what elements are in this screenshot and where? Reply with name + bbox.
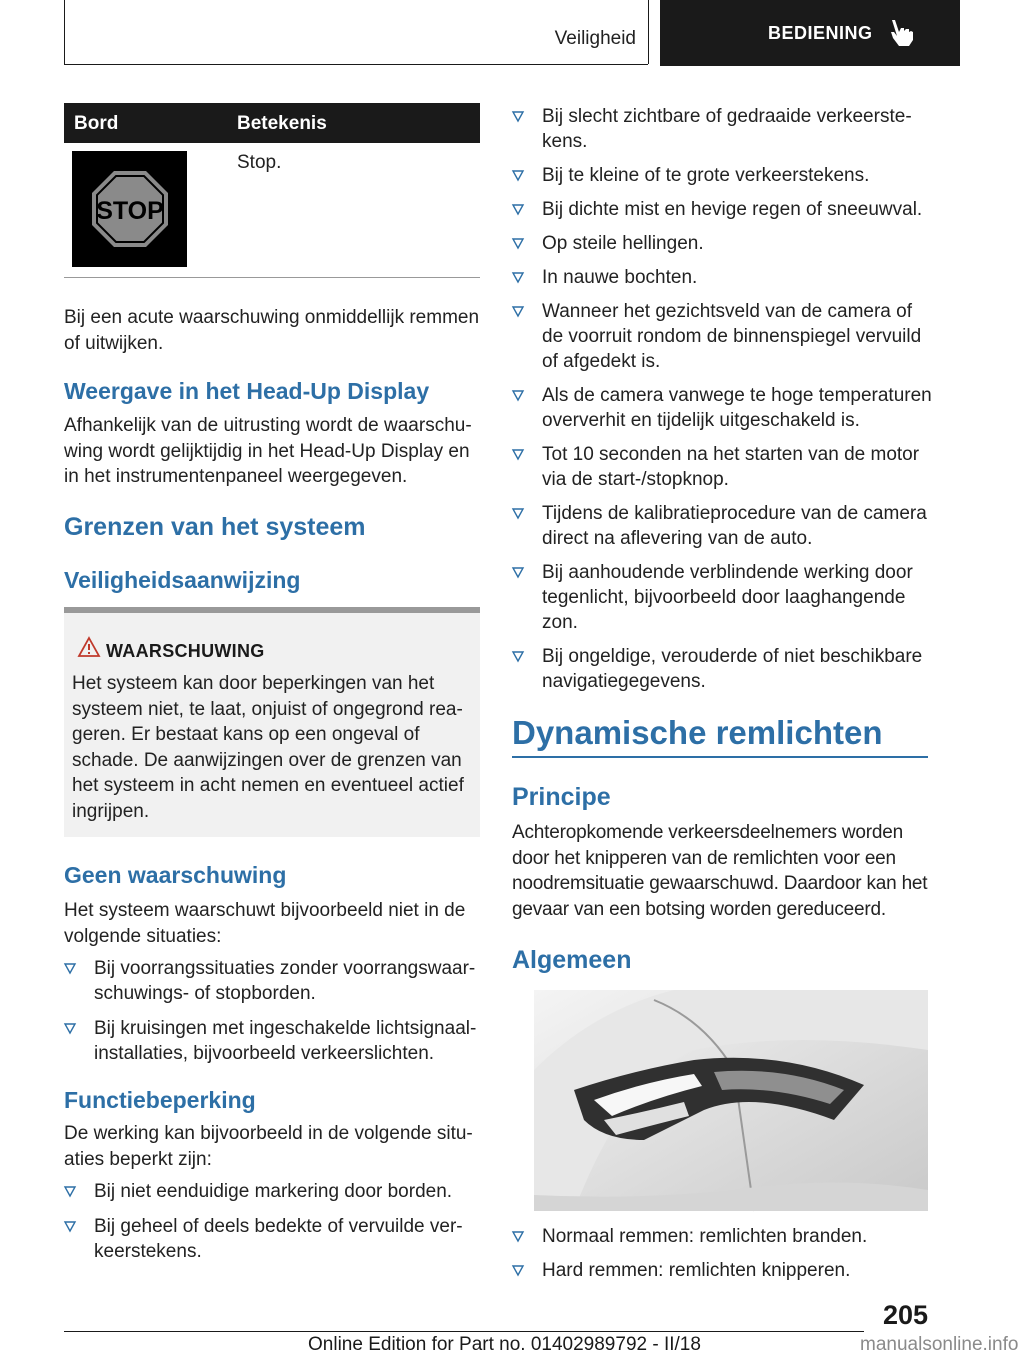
triangle-bullet-icon [512, 269, 524, 285]
list-item: Hard remmen: remlichten knipperen. [512, 1258, 928, 1283]
triangle-bullet-icon [512, 505, 524, 521]
edition-line: Online Edition for Part no. 01402989792 - II/18 [308, 1334, 701, 1355]
general-list [512, 1224, 928, 1283]
tail-light-photo [534, 990, 928, 1211]
sign-table-header [64, 103, 480, 143]
list-item: Bij voorrangssituaties zonder voorrangswaarschuwings- of stopborden. [64, 956, 480, 1006]
list-item: Tijdens de kalibratieprocedure van de camera direct na aflevering van de auto. [512, 501, 932, 551]
no-warning-heading: Geen waarschuwing [64, 862, 287, 888]
triangle-bullet-icon [512, 446, 524, 462]
footer-rule [64, 1331, 864, 1332]
triangle-bullet-icon [512, 167, 524, 183]
triangle-bullet-icon [512, 648, 524, 664]
triangle-bullet-icon [512, 235, 524, 251]
main-heading: Dynamische remlichten [512, 714, 883, 751]
list-item: Bij te kleine of te grote verkeerstekens. [512, 163, 932, 188]
list-item: Bij slecht zichtbare of gedraaide verkeerstekens. [512, 104, 932, 154]
column-header-meaning: Betekenis [237, 113, 327, 134]
triangle-bullet-icon [512, 201, 524, 217]
function-limit-paragraph: De werking kan bijvoorbeeld in de volgende situaties beperkt zijn: [64, 1123, 473, 1170]
triangle-bullet-icon [512, 1228, 524, 1244]
list-item: Bij niet eenduidige markering door borden. [64, 1179, 480, 1204]
limitation-list [512, 104, 932, 694]
pointing-hand-icon [887, 18, 915, 48]
triangle-bullet-icon [64, 1218, 76, 1234]
list-item: Bij ongeldige, verouderde of niet beschikbare navigatiegegevens. [512, 644, 932, 694]
list-item: Bij kruisingen met ingeschakelde lichtsignaalinstallaties, bijvoorbeeld verkeerslichten. [64, 1016, 480, 1066]
table-bottom-rule [64, 277, 480, 278]
hud-heading: Weergave in het Head-Up Display [64, 378, 430, 404]
chapter-tab [660, 0, 960, 66]
meaning-cell: Stop. [237, 152, 282, 173]
triangle-bullet-icon [512, 108, 524, 124]
limits-heading: Grenzen van het systeem [64, 513, 366, 541]
stop-sign-icon [90, 169, 170, 249]
header-border-right [648, 0, 649, 64]
function-limit-heading: Functiebeperking [64, 1087, 256, 1113]
list-item: Bij dichte mist en hevige regen of sneeuwval. [512, 197, 932, 222]
list-item: Normaal remmen: remlichten branden. [512, 1224, 928, 1249]
intro-paragraph: Bij een acute waarschuwing onmiddellijk remmen of uitwijken. [64, 307, 480, 354]
triangle-bullet-icon [512, 303, 524, 319]
principle-heading: Principe [512, 783, 611, 811]
triangle-bullet-icon [64, 1020, 76, 1036]
warning-title: WAARSCHUWING [106, 641, 265, 661]
chapter-tab-label: BEDIENING [768, 22, 873, 43]
principle-paragraph: Achteropkomende verkeersdeelnemers worden door het knipperen van de remlichten voor een noodremsituatie gewaarschuwd. Daardoor kan het gevaar van een botsing worden gereduceerd. [512, 822, 928, 920]
list-item: Als de camera vanwege te hoge temperaturen oververhit en tijdelijk uitgeschakeld is. [512, 383, 932, 433]
main-heading-rule [512, 756, 928, 758]
list-item: Bij aanhoudende verblindende werking door tegenlicht, bijvoorbeeld door laaghangende zon. [512, 560, 932, 635]
hud-paragraph: Afhankelijk van de uitrusting wordt de waarschuwing wordt gelijktijdig in het Head-Up Display en in het instrumentenpaneel weergegeven. [64, 415, 472, 487]
section-title: Veiligheid [554, 28, 636, 49]
triangle-bullet-icon [64, 960, 76, 976]
no-warning-paragraph: Het systeem waarschuwt bijvoorbeeld niet in de volgende situaties: [64, 900, 466, 947]
warning-box [64, 607, 480, 837]
warning-triangle-icon [78, 637, 100, 657]
list-item: Wanneer het gezichtsveld van de camera of de voorruit rondom de binnenspiegel vervuild of afgedekt is. [512, 299, 932, 374]
general-heading: Algemeen [512, 946, 632, 974]
page-number: 205 [882, 1300, 928, 1330]
list-item: Op steile hellingen. [512, 231, 932, 256]
column-header-sign: Bord [74, 113, 119, 134]
list-item: Tot 10 seconden na het starten van de motor via de start-/stopknop. [512, 442, 932, 492]
warning-text: Het systeem kan door beperkingen van het systeem niet, te laat, onjuist of ongegrond reageren. Er bestaat kans op een ongeval of schade. De aanwijzingen over de grenzen van het systeem in acht nemen en eventueel actief ingrijpen. [72, 673, 464, 822]
tail-light-illustration [534, 990, 928, 1211]
triangle-bullet-icon [512, 387, 524, 403]
stop-sign-cell [72, 151, 187, 267]
no-warning-list [64, 956, 480, 1066]
header-border-left [64, 0, 65, 64]
header-rule [64, 64, 648, 65]
triangle-bullet-icon [64, 1183, 76, 1199]
triangle-bullet-icon [512, 564, 524, 580]
stop-sign-label: STOP [95, 197, 164, 225]
watermark: manualsonline.info [860, 1334, 1018, 1355]
list-item: Bij geheel of deels bedekte of vervuilde verkeerstekens. [64, 1214, 480, 1264]
triangle-bullet-icon [512, 1262, 524, 1278]
list-item: In nauwe bochten. [512, 265, 932, 290]
safety-heading: Veiligheidsaanwijzing [64, 567, 301, 593]
function-limit-list [64, 1179, 480, 1264]
